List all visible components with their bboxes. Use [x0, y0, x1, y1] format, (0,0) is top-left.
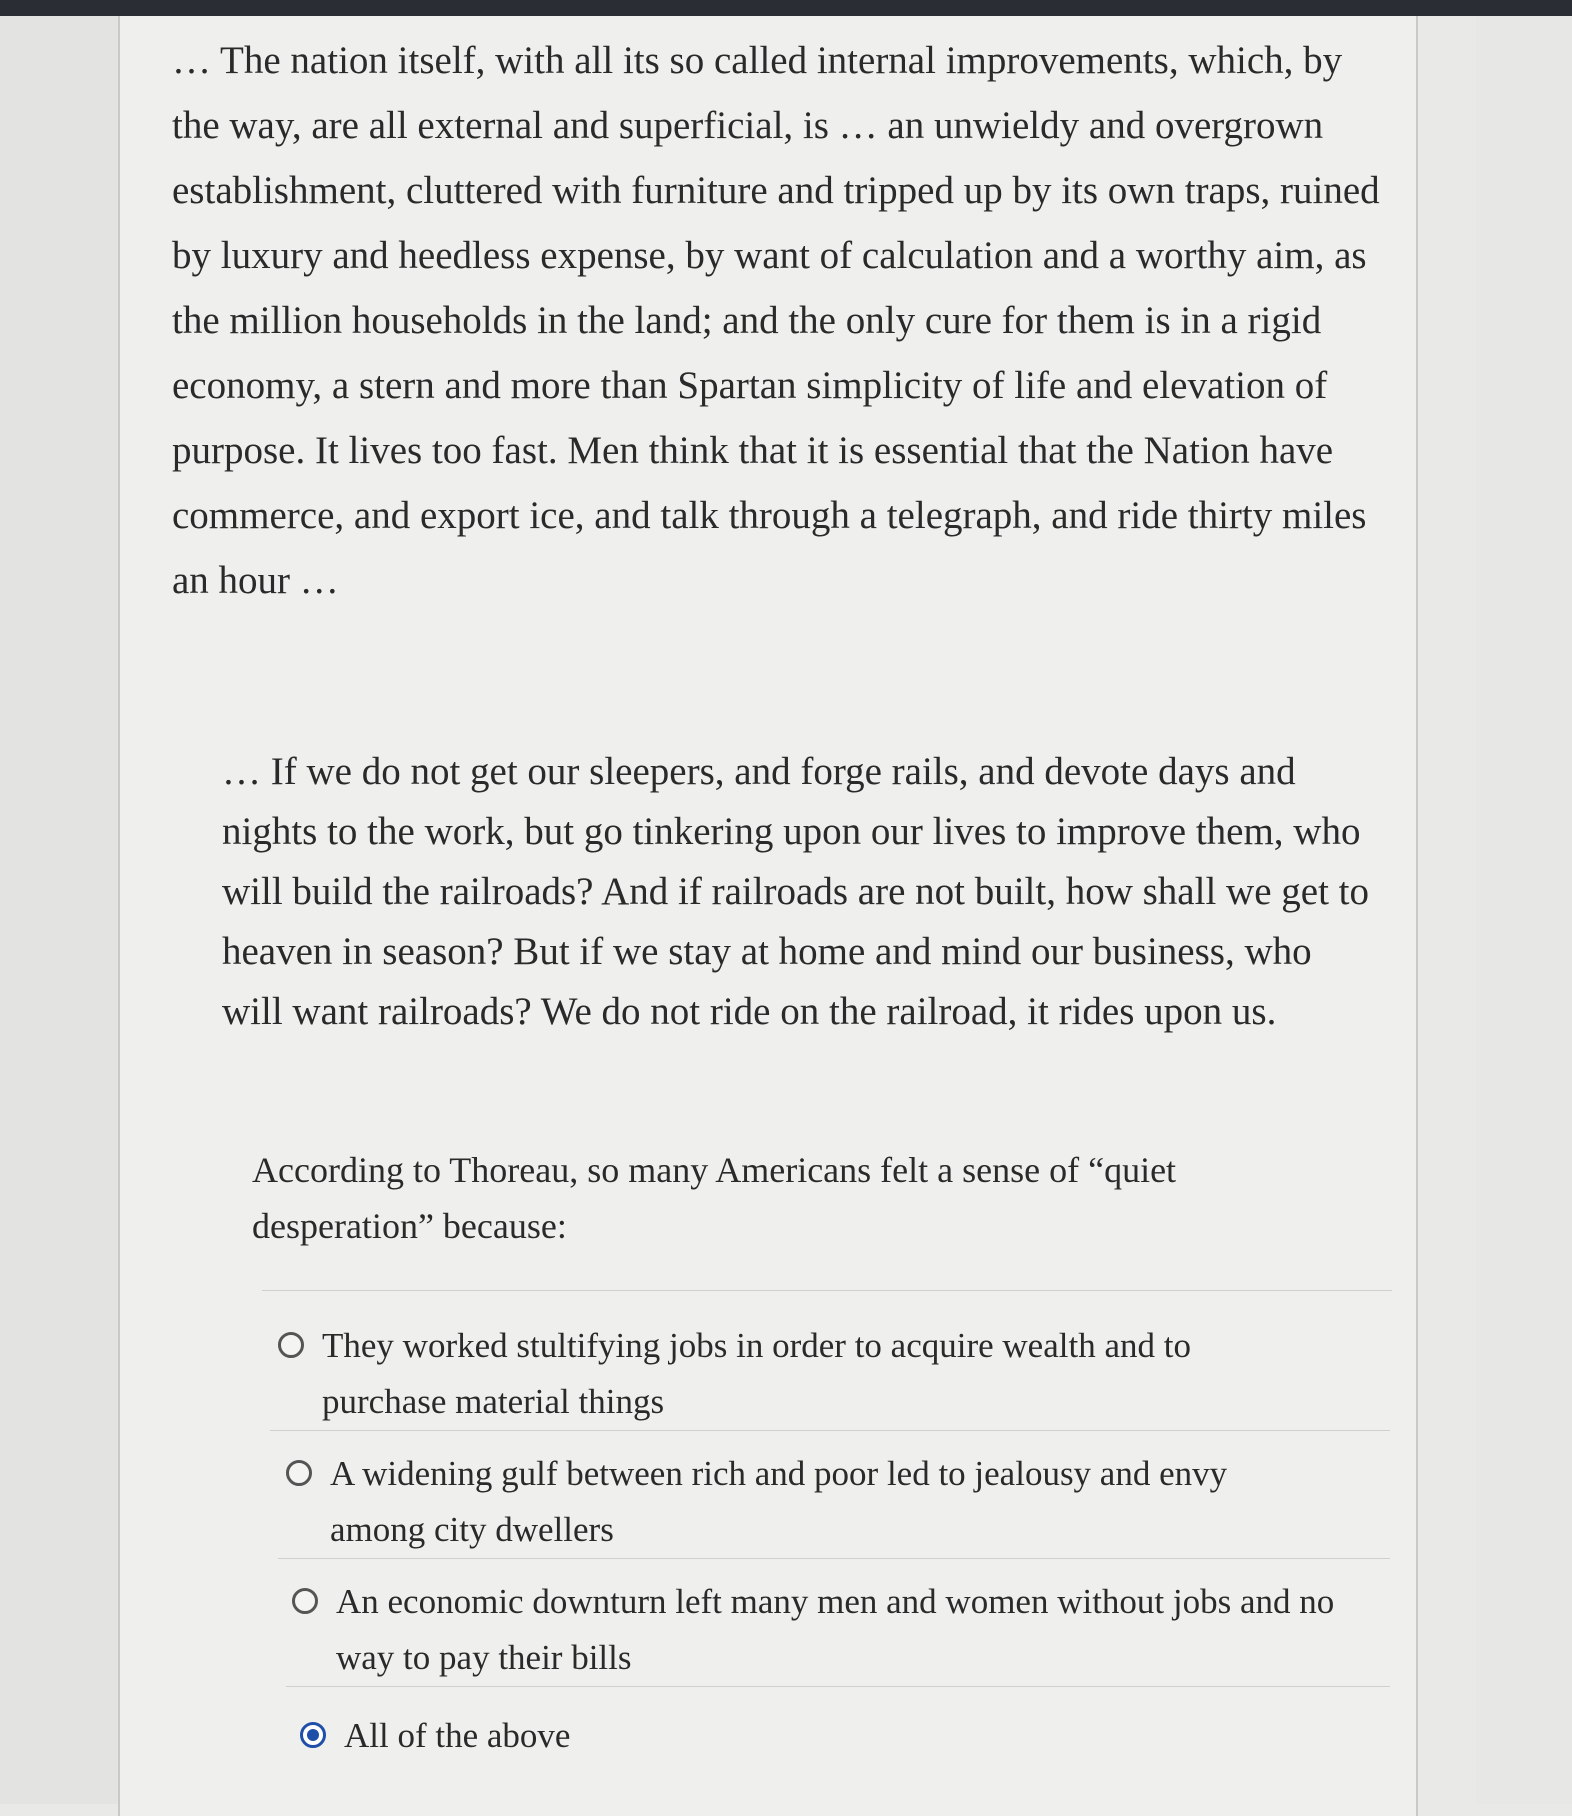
answer-choice-4[interactable]: [300, 1708, 1344, 1764]
screen-top-edge: [0, 0, 1572, 16]
question-prompt: According to Thoreau, so many Americans felt a sense of “quiet desperation” because:: [252, 1150, 1177, 1246]
page-left-margin: [0, 16, 120, 1804]
answer-choice-2[interactable]: [286, 1446, 1330, 1558]
divider: [278, 1558, 1390, 1559]
answer-choice-label: They worked stultifying jobs in order to acquire wealth and to purchase material things: [322, 1326, 1191, 1421]
divider: [262, 1290, 1392, 1291]
radio-button-unselected-icon[interactable]: [278, 1332, 304, 1358]
page-right-margin: [1476, 16, 1572, 1804]
radio-button-selected-icon[interactable]: [300, 1722, 326, 1748]
answer-choice-label: An economic downturn left many men and women without jobs and no way to pay their bills: [336, 1582, 1335, 1677]
answer-choice-label: A widening gulf between rich and poor led to jealousy and envy among city dwellers: [330, 1454, 1228, 1549]
passage-paragraph-1: … The nation itself, with all its so called internal improvements, which, by the way, are all external and superficial, is … an unwieldy and overgrown establishment, cluttered with furniture and tripped up by its own traps, ruined by luxury and heedless expense, by want of calculation and a worthy aim, as the million households in the land; and the only cure for them is in a rigid economy, a stern and more than Spartan simplicity of life and elevation of purpose. It lives too fast. Men think that it is essential that the Nation have commerce, and export ice, and talk through a telegraph, and ride thirty miles an hour …: [172, 39, 1380, 602]
answer-choice-label: All of the above: [344, 1716, 571, 1755]
answer-choice-3[interactable]: [292, 1574, 1336, 1686]
radio-button-unselected-icon[interactable]: [286, 1460, 312, 1486]
radio-button-unselected-icon[interactable]: [292, 1588, 318, 1614]
passage-paragraph-2: … If we do not get our sleepers, and forge rails, and devote days and nights to the work, but go tinkering upon our lives to improve them, who will build the railroads? And if railroads are not built, how shall we get to heaven in season? But if we stay at home and mind our business, who will want railroads? We do not ride on the railroad, it rides upon us.: [222, 750, 1369, 1033]
answer-choice-1[interactable]: [278, 1318, 1322, 1430]
question-panel: [118, 16, 1418, 1816]
divider: [286, 1686, 1390, 1687]
divider: [270, 1430, 1390, 1431]
